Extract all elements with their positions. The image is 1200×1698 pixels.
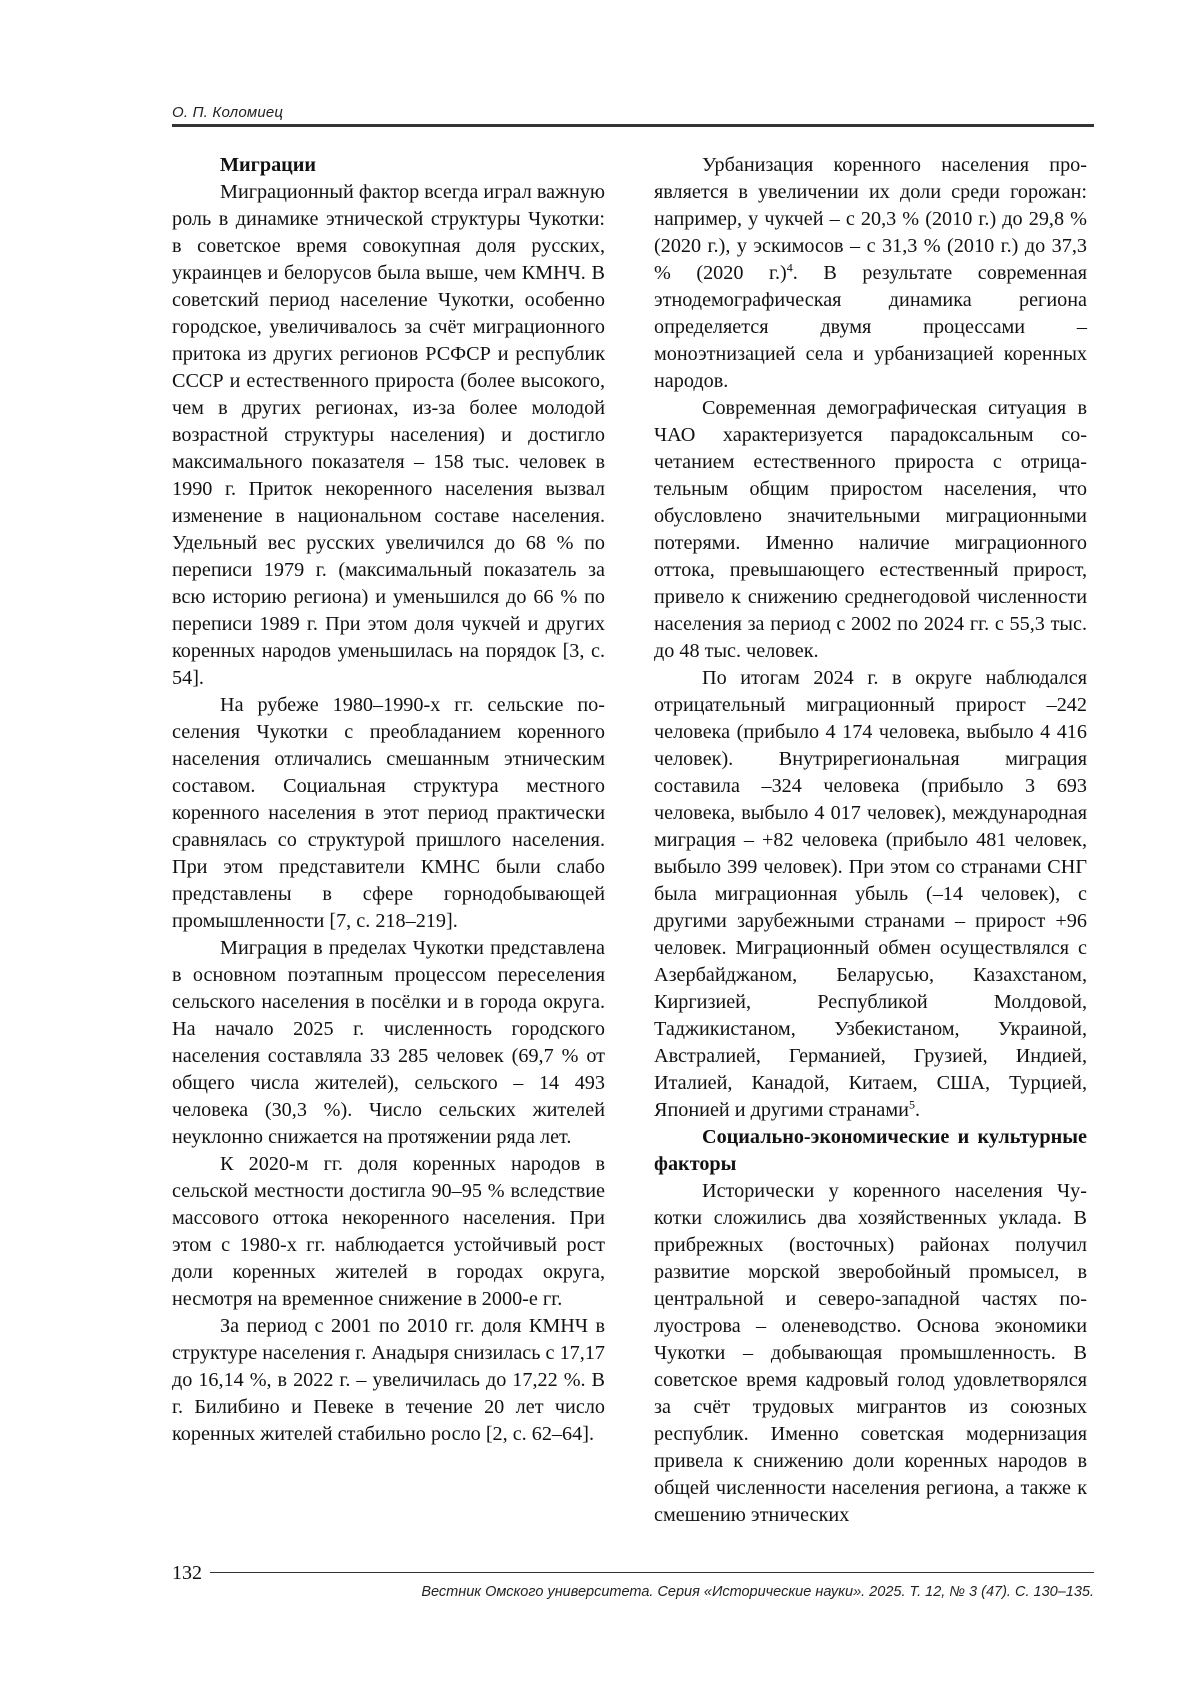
paragraph-text: . В результате современная этнодемографическая динамика региона определяется двумя процессами – моноэтнизацией села и урбанизацией коренных народов. <box>654 262 1087 392</box>
paragraph: Исторически у коренного населения Чукотки сложились два хозяйственных уклада. В прибрежных (восточных) районах получил развитие морской зверобойный промысел, в центральной и северо-западной частях полуострова – оленеводство. Основа экономики Чукотки – добывающая промышленность. В советское время кадровый голод удовлетворялся за счёт трудовых мигрантов из союзных республик. Именно советская модернизация привела к снижению доли коренных народов в общей численности населения региона, а также к смешению этнических <box>654 1180 1087 1526</box>
paragraph <box>654 152 1087 395</box>
section-heading-socio-economic: Социально-экономические и культурные факторы <box>654 1126 1087 1175</box>
paragraph-text: По итогам 2024 г. в округе наблюдался отрицательный миграционный прирост –242 человека (прибыло 4 174 человека, выбыло 4 416 человек). Внутрирегиональная миграция составила –324 человека (прибыло 3 693 человека, выбыло 4 017 человек), международная миграция – +82 человека (прибыло 481 человек, выбыло 399 человек). При этом со странами СНГ была миграционная убыль (–14 человек), с другими зарубежными странами – прирост +96 человек. Миграционный обмен осуществлялся с Азербайджаном, Беларусью, Казахстаном, Киргизией, Республикой Молдовой, Таджикистаном, Узбекистаном, Украиной, Австралией, Германией, Грузией, Индией, Италией, Канадой, Китаем, США, Турцией, Японией и другими странами <box>654 667 1087 1121</box>
footnote-ref[interactable]: 4 <box>786 260 793 275</box>
left-column <box>172 152 605 1448</box>
paragraph-text: Урбанизация коренного населения проявляется в увеличении их доли среди горожан: например, у чукчей – с 20,3 % (2010 г.) до 29,8 % (2020 г.), у эскимосов – с 31,3 % (2010 г.) до 37,3 % (2020 г.) <box>654 154 1087 284</box>
running-head: О. П. Коломиец <box>172 104 284 121</box>
paragraph: Современная демографическая ситуация в ЧАО характеризуется парадоксальным сочетанием естественного прироста с отрицательным общим приростом населения, что обусловлено значительными миграционными потерями. Именно наличие миграционного оттока, превышающего естественный прирост, привело к снижению среднегодовой численности населения за период с 2002 по 2024 гг. с 55,3 тыс. до 48 тыс. человек. <box>654 397 1087 662</box>
paragraph: Миграция в пределах Чукотки представлена в основном поэтапным процессом переселения сельского населения в посёлки и в города округа. На начало 2025 г. численность городского населения составляла 33 285 человек (69,7 % от общего числа жителей), сельского – 14 493 человека (30,3 %). Число сельских жителей неуклонно снижается на протяжении ряда лет. <box>172 937 605 1148</box>
paragraph: На рубеже 1980–1990-х гг. сельские поселения Чукотки с преобладанием коренного населения отличались смешанным этническим составом. Социальная структура местного коренного населения в этот период практически сравнялась со структурой пришлого населения. При этом представители КМНС были слабо представлены в сфере горнодобывающей промышленности [7, с. 218–219]. <box>172 694 605 932</box>
journal-citation: Вестник Омского университета. Серия «Исторические науки». 2025. Т. 12, № 3 (47). С. 130–135. <box>421 1584 1094 1600</box>
paragraph: За период с 2001 по 2010 гг. доля КМНЧ в структуре населения г. Анадыря снизилась с 17,17 до 16,14 %, в 2022 г. – увеличилась до 17,22 %. В г. Билибино и Певеке в течение 20 лет число коренных жителей стабильно росло [2, с. 62–64]. <box>172 1315 605 1445</box>
footnote-ref[interactable]: 5 <box>908 1097 915 1112</box>
footer-rule <box>210 1572 1094 1573</box>
header-rule <box>172 124 1094 127</box>
section-heading-migration: Миграции <box>220 154 317 176</box>
paragraph: К 2020-м гг. доля коренных народов в сельской местности достигла 90–95 % вследствие массового оттока некоренного населения. При этом с 1980-х гг. наблюдается устойчивый рост доли коренных жителей в городах округа, несмотря на временное снижение в 2000-е гг. <box>172 1153 605 1310</box>
paragraph: Миграционный фактор всегда играл важную роль в динамике этнической структуры Чукотки: в советское время совокупная доля русских, украинцев и белорусов была выше, чем КМНЧ. В советский период население Чукотки, особенно городское, увеличивалось за счёт миграционного притока из других регионов РСФСР и республик СССР и естественного прироста (более высокого, чем в других регионах, из-за более молодой возрастной структуры населения) и достигло максимального показателя – 158 тыс. человек в 1990 г. Приток некоренного населения вызвал изменение в национальном составе населения. Удельный вес русских увеличился до 68 % по переписи 1979 г. (максимальный показатель за всю историю региона) и уменьшился до 66 % по переписи 1989 г. При этом доля чукчей и других коренных народов уменьшилась на порядок [3, с. 54]. <box>172 181 605 689</box>
paragraph-text: . <box>914 1099 921 1121</box>
page-number: 132 <box>172 1562 202 1584</box>
paragraph <box>654 665 1087 1124</box>
right-column <box>654 152 1087 1529</box>
